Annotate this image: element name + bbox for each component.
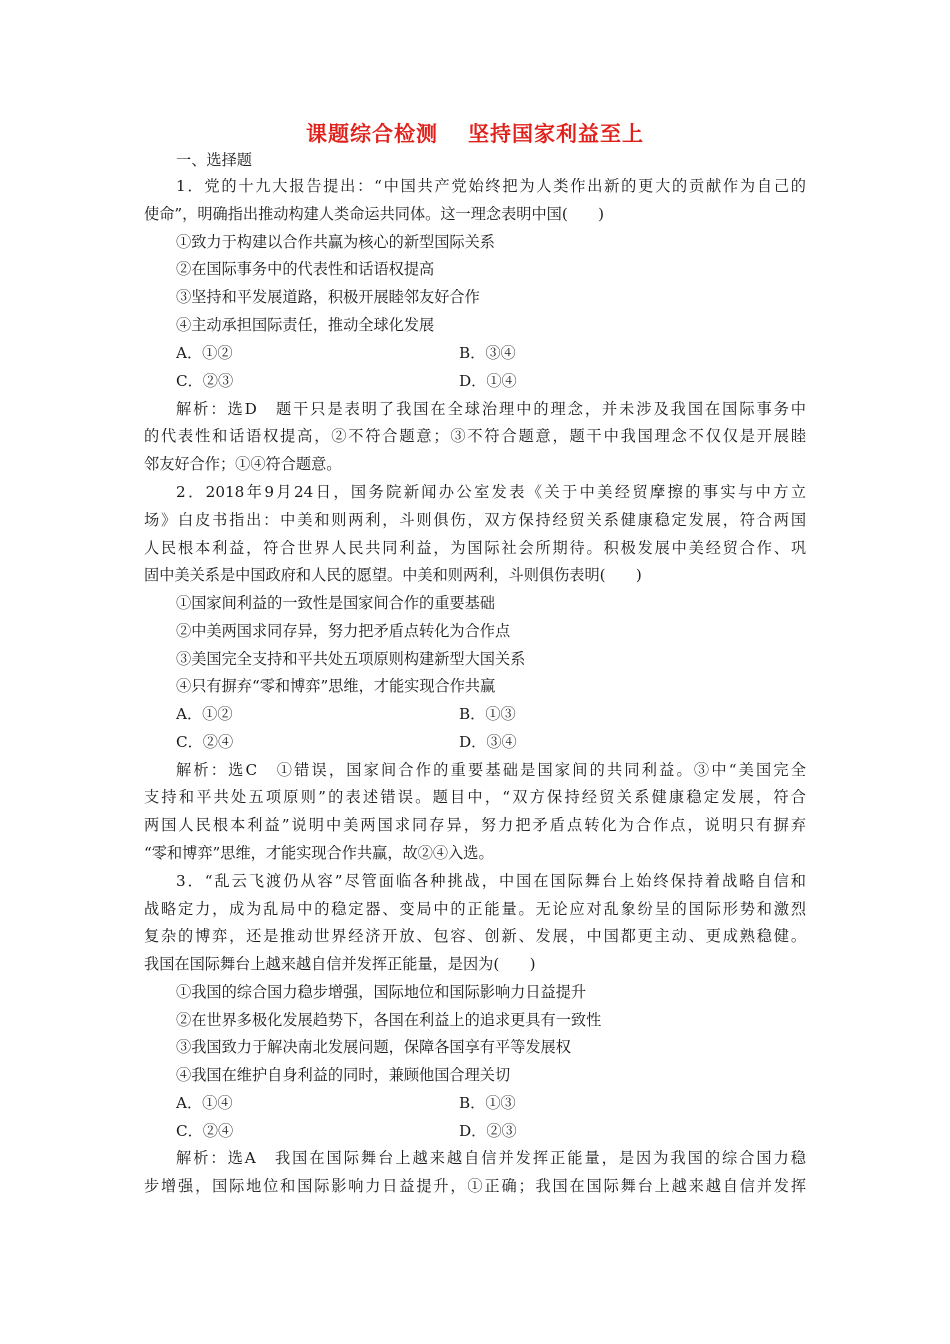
question-item: ②中美两国求同存异，努力把矛盾点转化为合作点 [176, 622, 511, 640]
option-a: A．①② [176, 705, 233, 723]
question-item: ④我国在维护自身利益的同时，兼顾他国合理关切 [176, 1066, 511, 1084]
analysis-text: 邻友好合作；①④符合题意。 [144, 455, 342, 473]
option-c: C．②④ [176, 733, 234, 751]
question-stem: 战略定力，成为乱局中的稳定器、变局中的正能量。无论应对乱象纷呈的国际形势和激烈 [144, 900, 806, 918]
question-item: ③美国完全支持和平共处五项原则构建新型大国关系 [176, 650, 526, 668]
option-a: A．①② [176, 344, 233, 362]
page-title [0, 118, 950, 148]
option-b: B．③④ [459, 344, 516, 362]
analysis-text: 的代表性和话语权提高，②不符合题意；③不符合题意，题干中我国理念不仅仅是开展睦 [144, 427, 806, 445]
title-part-1: 课题综合检测 [306, 122, 438, 146]
question-item: ③坚持和平发展道路，积极开展睦邻友好合作 [176, 288, 480, 306]
option-c: C．②④ [176, 1122, 234, 1140]
question-item: ①我国的综合国力稳步增强，国际地位和国际影响力日益提升 [176, 983, 587, 1001]
question-item: ②在世界多极化发展趋势下，各国在利益上的追求更具有一致性 [176, 1011, 602, 1029]
option-d: D．②③ [459, 1122, 517, 1140]
option-c: C．②③ [176, 372, 234, 390]
question-stem: 我国在国际舞台上越来越自信并发挥正能量，是因为( ) [144, 955, 536, 973]
analysis-text: 支持和平共处五项原则”的表述错误。题目中，“双方保持经贸关系健康稳定发展，符合 [144, 788, 806, 806]
question-stem: 1．党的十九大报告提出：“中国共产党始终把为人类作出新的更大的贡献作为自己的 [176, 177, 806, 195]
option-d: D．①④ [459, 372, 517, 390]
question-stem: 使命”，明确指出推动构建人类命运共同体。这一理念表明中国( ) [144, 205, 605, 223]
question-stem: 2．2018年9月24日，国务院新闻办公室发表《关于中美经贸摩擦的事实与中方立 [176, 483, 806, 501]
title-part-2: 坚持国家利益至上 [468, 122, 644, 146]
question-item: ②在国际事务中的代表性和话语权提高 [176, 260, 435, 278]
question-item: ④主动承担国际责任，推动全球化发展 [176, 316, 435, 334]
question-item: ①国家间利益的一致性是国家间合作的重要基础 [176, 594, 495, 612]
question-item: ①致力于构建以合作共赢为核心的新型国际关系 [176, 233, 495, 251]
section-heading: 一、选择题 [176, 151, 252, 169]
option-b: B．①③ [459, 705, 516, 723]
analysis-text: 解析：选C ①错误，国家间合作的重要基础是国家间的共同利益。③中“美国完全 [176, 761, 806, 779]
question-stem: 复杂的博弈，还是推动世界经济开放、包容、创新、发展，中国都更主动、更成熟稳健。 [144, 927, 806, 945]
option-d: D．③④ [459, 733, 517, 751]
option-b: B．①③ [459, 1094, 516, 1112]
analysis-text: 解析：选D 题干只是表明了我国在全球治理中的理念，并未涉及我国在国际事务中 [176, 400, 806, 418]
option-a: A．①④ [176, 1094, 233, 1112]
question-stem: 固中美关系是中国政府和人民的愿望。中美和则两利，斗则俱伤表明( ) [144, 566, 642, 584]
analysis-text: 步增强，国际地位和国际影响力日益提升，①正确；我国在国际舞台上越来越自信并发挥 [144, 1177, 806, 1195]
question-stem: 人民根本利益，符合世界人民共同利益，为国际社会所期待。积极发展中美经贸合作、巩 [144, 539, 806, 557]
question-item: ④只有摒弃“零和博弈”思维，才能实现合作共赢 [176, 677, 496, 695]
analysis-text: “零和博弈”思维，才能实现合作共赢，故②④入选。 [144, 844, 494, 862]
question-stem: 场》白皮书指出：中美和则两利，斗则俱伤，双方保持经贸关系健康稳定发展，符合两国 [144, 511, 806, 529]
question-item: ③我国致力于解决南北发展问题，保障各国享有平等发展权 [176, 1038, 571, 1056]
analysis-text: 两国人民根本利益”说明中美两国求同存异，努力把矛盾点转化为合作点，说明只有摒弃 [144, 816, 806, 834]
analysis-text: 解析：选A 我国在国际舞台上越来越自信并发挥正能量，是因为我国的综合国力稳 [176, 1149, 806, 1167]
question-stem: 3．“乱云飞渡仍从容”尽管面临各种挑战，中国在国际舞台上始终保持着战略自信和 [176, 872, 806, 890]
